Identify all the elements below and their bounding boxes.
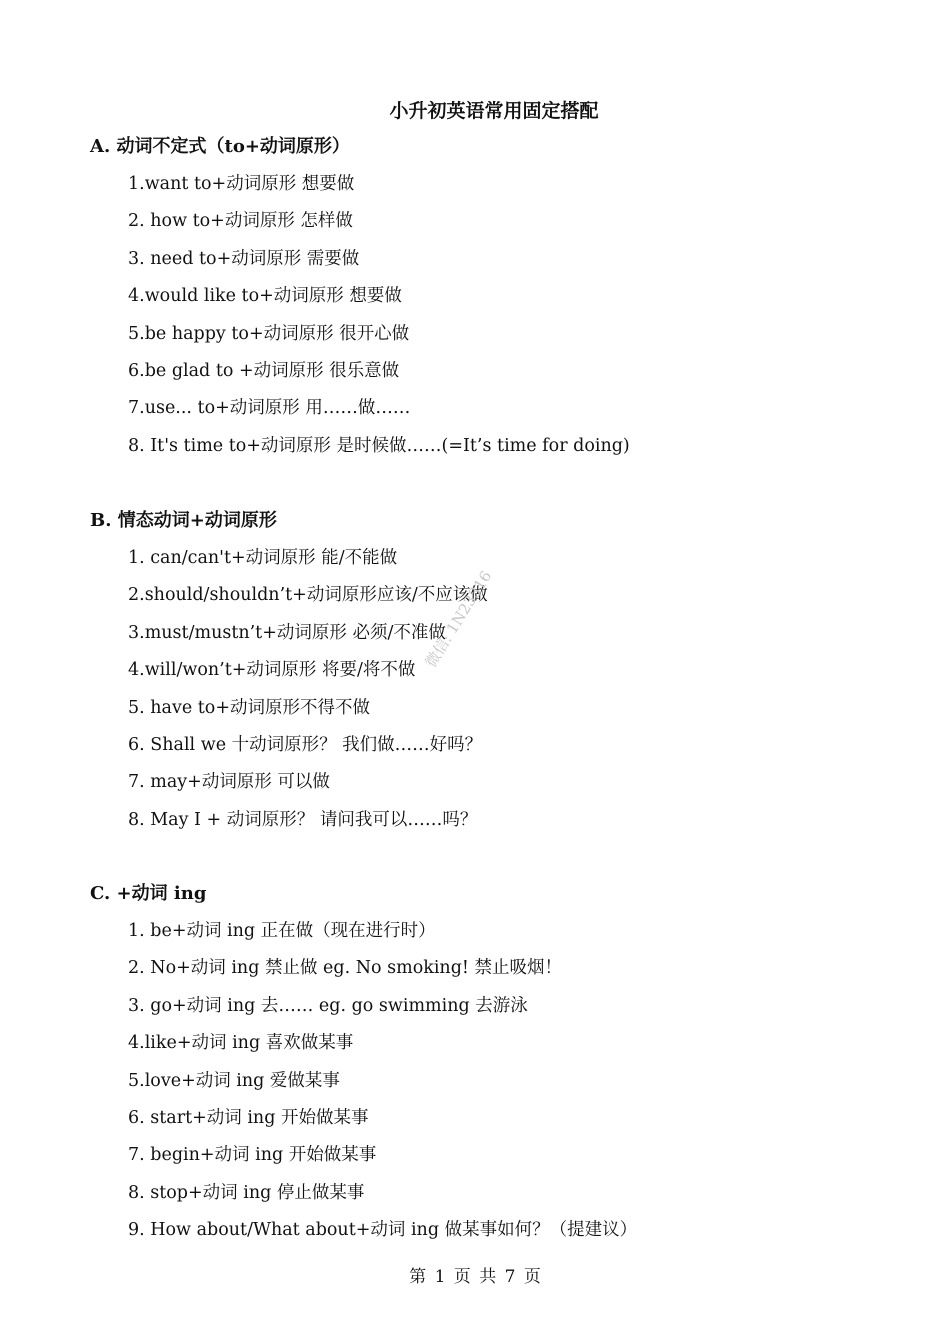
document-title: 小升初英语常用固定搭配 bbox=[389, 100, 599, 122]
list-item: 2. No+动词 ing 禁止做 eg. No smoking! 禁止吸烟！ bbox=[128, 958, 563, 979]
list-item: 7.use... to+动词原形 用……做…… bbox=[128, 398, 411, 419]
section-heading: A. 动词不定式（to+动词原形） bbox=[90, 136, 350, 157]
list-item: 7. may+动词原形 可以做 bbox=[128, 772, 330, 793]
section-heading: C. +动词 ing bbox=[90, 883, 207, 904]
list-item: 4.will/won’t+动词原形 将要/将不做 bbox=[128, 660, 416, 681]
list-item: 5.be happy to+动词原形 很开心做 bbox=[128, 323, 410, 344]
list-item: 8. It's time to+动词原形 是时候做……(=It’s time for doing) bbox=[128, 435, 630, 456]
list-item: 9. How about/What about+动词 ing 做某事如何？（提建议） bbox=[128, 1220, 638, 1241]
list-item: 7. begin+动词 ing 开始做某事 bbox=[128, 1145, 377, 1166]
list-item: 6.be glad to +动词原形 很乐意做 bbox=[128, 360, 400, 381]
list-item: 6. Shall we 十动词原形？ 我们做……好吗？ bbox=[128, 734, 483, 755]
list-item: 1. be+动词 ing 正在做（现在进行时） bbox=[128, 921, 436, 941]
section-c-gerund bbox=[90, 882, 910, 1256]
section-b-modal-verbs bbox=[90, 509, 910, 845]
list-item: 3. go+动词 ing 去…… eg. go swimming 去游泳 bbox=[128, 995, 528, 1016]
list-item: 5. have to+动词原形不得不做 bbox=[128, 697, 371, 718]
list-item: 2.should/shouldn’t+动词原形应该/不应该做 bbox=[128, 585, 488, 606]
section-a-infinitive bbox=[90, 135, 910, 471]
list-item: 2. how to+动词原形 怎样做 bbox=[128, 211, 353, 232]
list-item: 1. can/can't+动词原形 能/不能做 bbox=[128, 548, 398, 568]
list-item: 8. stop+动词 ing 停止做某事 bbox=[128, 1182, 365, 1203]
item-list bbox=[90, 919, 910, 1256]
list-item: 1.want to+动词原形 想要做 bbox=[128, 174, 355, 194]
list-item: 5.love+动词 ing 爱做某事 bbox=[128, 1070, 340, 1091]
list-item: 8. May I + 动词原形？ 请问我可以……吗？ bbox=[128, 809, 478, 830]
item-list bbox=[90, 546, 910, 845]
list-item: 3.must/mustn’t+动词原形 必须/不准做 bbox=[128, 622, 446, 643]
list-item: 4.like+动词 ing 喜欢做某事 bbox=[128, 1033, 354, 1054]
item-list bbox=[90, 172, 910, 471]
watermark: 微信: 1N23316 bbox=[421, 567, 496, 671]
list-item: 6. start+动词 ing 开始做某事 bbox=[128, 1107, 369, 1128]
page-footer: 第 1 页 共 7 页 bbox=[409, 1267, 541, 1287]
list-item: 4.would like to+动词原形 想要做 bbox=[128, 286, 402, 307]
list-item: 3. need to+动词原形 需要做 bbox=[128, 248, 360, 269]
section-heading: B. 情态动词+动词原形 bbox=[90, 510, 277, 531]
